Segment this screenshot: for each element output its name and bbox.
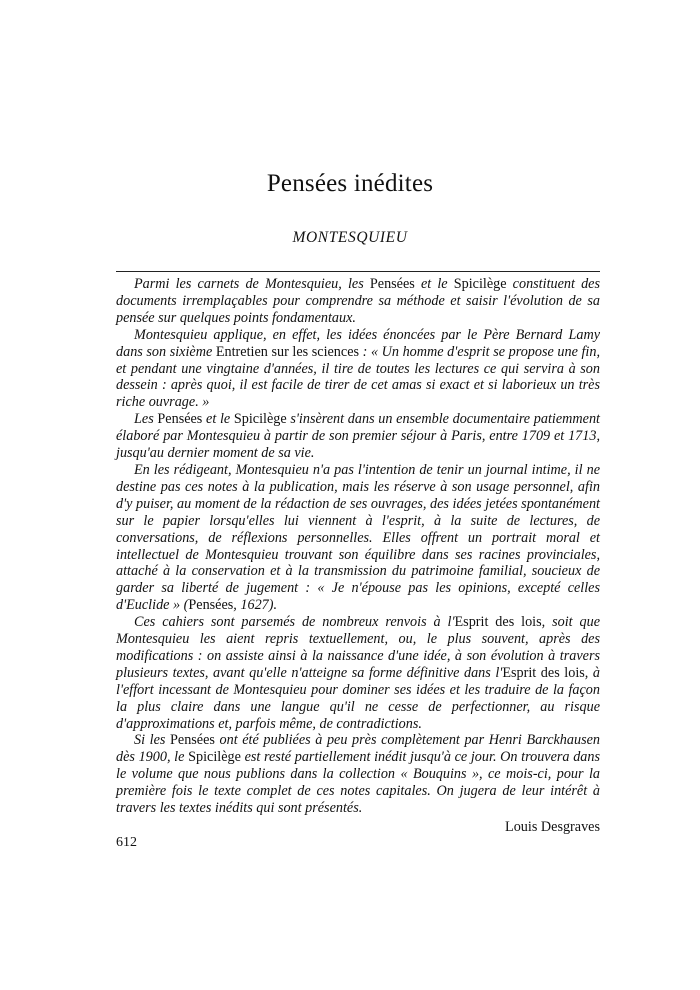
intro-paragraph-2: Montesquieu applique, en effet, les idées énoncées par le Père Bernard Lamy dans son sixième Entretien sur les sciences : « Un homme d'esprit se propose une fin, et pendant une vingtaine d'années, il tire de toutes les lectures ce qui servira à son dessein : après quoi, il est facile de tirer de cet amas si exact et si laborieux un très riche ouvrage. » (116, 326, 601, 411)
intro-paragraph-6: Si les Pensées ont été publiées à peu près complètement par Henri Barckhausen dès 1900, le Spicilège est resté partiellement inédit jusqu'à ce jour. On trouvera dans le volume que nous publions dans la collection « Bouquins », ce mois-ci, pour la première fois le texte complet de ces notes capitales. On jugera de leur intérêt à travers les textes inédits qui sont présentés. (116, 732, 601, 817)
intro-paragraph-5: Ces cahiers sont parsemés de nombreux renvois à l'Esprit des lois, soit que Montesquieu les aient repris textuellement, ou, le plus souvent, après des modifications : on assiste ainsi à la naissance d'une idée, à son évolution à travers plusieurs textes, avant qu'elle n'atteigne sa forme définitive dans l'Esprit des lois, à l'effort incessant de Montesquieu pour dominer ses idées et les traduire de la façon la plus claire dans une langue qu'il ne cesse de perfectionner, au risque d'approximations et, parfois même, de contradictions. (116, 614, 601, 732)
intro-paragraph-4: En les rédigeant, Montesquieu n'a pas l'intention de tenir un journal intime, il ne destine pas ces notes à la publication, mais les réserve à son usage personnel, afin d'y puiser, au moment de la rédaction de ses ouvrages, des idées jetées spontanément sur le papier lorsqu'elles lui viennent à l'esprit, à la suite de lectures, de conversations, de réflexions personnelles. Elles offrent un portrait moral et intellectuel de Montesquieu trouvant son équilibre dans ses racines provinciales, attaché à la conservation et à la transmission du patrimoine familial, soucieux de garder sa liberté de jugement : « Je n'épouse pas les opinions, excepté celles d'Euclide » (Pensées, 1627). (116, 461, 600, 614)
intro-paragraph-3: Les Pensées et le Spicilège s'insèrent dans un ensemble documentaire patiemment élaboré par Montesquieu à partir de son premier séjour à Paris, entre 1709 et 1713, jusqu'au dernier moment de sa vie. (116, 411, 600, 462)
signature: Louis Desgraves (505, 819, 600, 835)
page-title: Pensées inédites (266, 170, 434, 197)
intro-paragraph-1: Parmi les carnets de Montesquieu, les Pensées et le Spicilège constituent des documents irremplaçables pour comprendre sa méthode et saisir l'évolution de sa pensée sur quelques points fondamentaux. (116, 276, 600, 326)
page-number: 612 (116, 835, 137, 850)
author-name: MONTESQUIEU (292, 229, 408, 246)
intro-block (116, 276, 600, 836)
top-rule-divider (116, 271, 600, 272)
